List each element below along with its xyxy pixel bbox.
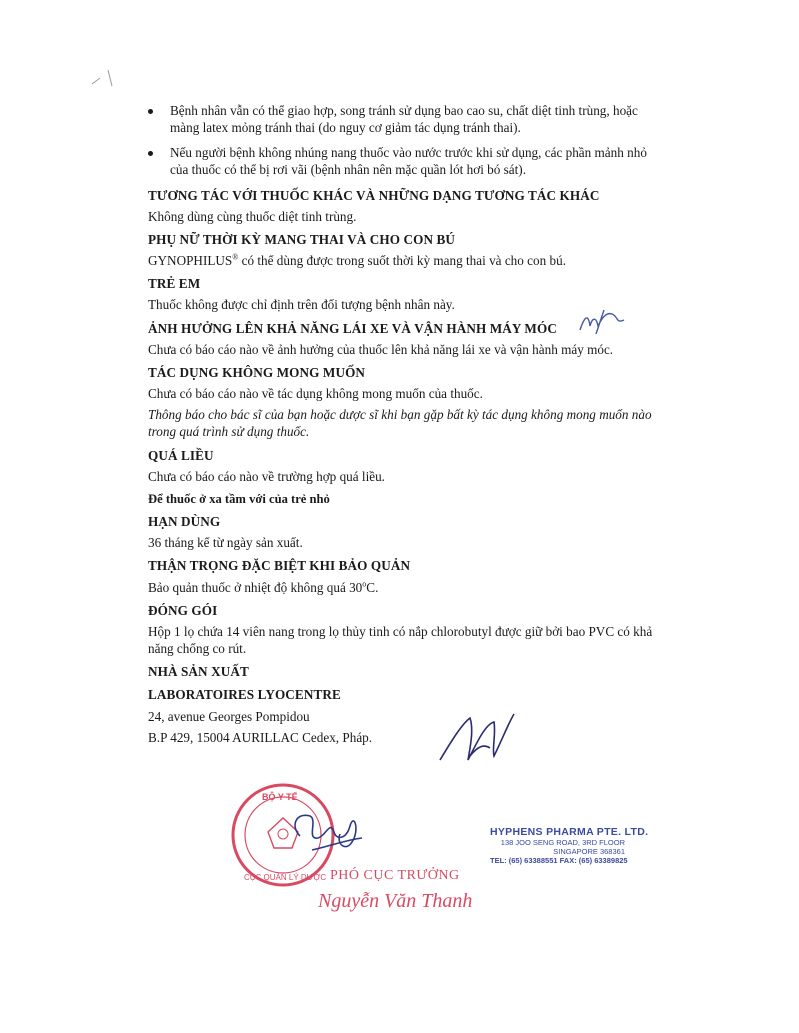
manufacturer-address-line2: B.P 429, 15004 AURILLAC Cedex, Pháp. — [148, 729, 373, 745]
section-text-overdose: Chưa có báo cáo nào về trường hợp quá liều. — [148, 468, 385, 484]
official-stamp-title: PHÓ CỤC TRƯỞNG — [330, 868, 460, 883]
section-heading-packaging: ĐÓNG GÓI — [148, 602, 218, 618]
section-heading-expiry: HẠN DÙNG — [148, 514, 221, 530]
section-heading-side-effects: TÁC DỤNG KHÔNG MONG MUỐN — [148, 364, 366, 380]
company-name: HYPHENS PHARMA PTE. LTD. — [490, 826, 649, 838]
company-stamp — [490, 826, 648, 865]
section-heading-storage: THẬN TRỌNG ĐẶC BIỆT KHI BẢO QUẢN — [148, 558, 411, 574]
degree-mark: o — [362, 579, 367, 589]
initial-signature-icon — [580, 310, 624, 334]
pregnancy-text: có thể dùng được trong suốt thời kỳ mang thai và cho con bú. — [238, 253, 566, 269]
section-heading-overdose: QUÁ LIỀU — [148, 447, 214, 463]
company-phone: TEL: (65) 63388551 FAX: (65) 63389825 — [490, 856, 628, 865]
official-seal-icon — [233, 785, 333, 885]
section-text-side-effects: Chưa có báo cáo nào về tác dụng không mong muốn của thuốc. — [148, 386, 483, 402]
section-heading-pregnancy: PHỤ NỮ THỜI KỲ MANG THAI VÀ CHO CON BÚ — [148, 231, 456, 247]
manufacturer-name: LABORATOIRES LYOCENTRE — [148, 687, 341, 703]
company-address-line1: 138 JOO SENG ROAD, 3RD FLOOR — [500, 838, 625, 847]
storage-unit: C. — [366, 579, 379, 595]
bullet-text: Bệnh nhân vẫn có thể giao hợp, song tránh sử dụng bao cao su, chất diệt tinh trùng, hoặc màng latex mỏng tránh thai (do nguy cơ giảm tác dụng tránh thai). — [170, 103, 638, 136]
section-heading-interactions: TƯƠNG TÁC VỚI THUỐC KHÁC VÀ NHỮNG DẠNG TƯƠNG TÁC KHÁC — [148, 187, 600, 203]
seal-text-bottom: CỤC QUẢN LÝ DƯỢC — [244, 873, 327, 882]
section-note-side-effects: Thông báo cho bác sĩ của bạn hoặc dược sĩ khi bạn gặp bất kỳ tác dụng không mong muốn nào trong quá trình sử dụng thuốc. — [148, 407, 652, 440]
section-text-interactions: Không dùng cùng thuốc diệt tinh trùng. — [148, 208, 357, 224]
section-heading-children: TRẺ EM — [148, 276, 201, 292]
official-stamp-name: Nguyễn Văn Thanh — [318, 890, 473, 912]
brand-name: GYNOPHILUS — [148, 253, 233, 269]
section-text-expiry: 36 tháng kể từ ngày sản xuất. — [148, 535, 303, 551]
storage-text: Bảo quản thuốc ở nhiệt độ không quá 30 — [148, 579, 363, 595]
section-text-driving: Chưa có báo cáo nào về ảnh hưởng của thuốc lên khả năng lái xe và vận hành máy móc. — [148, 341, 614, 357]
manufacturer-signature-icon — [440, 714, 514, 760]
section-text-children: Thuốc không được chỉ định trên đối tượng bệnh nhân này. — [148, 297, 455, 313]
registered-mark: ® — [232, 252, 239, 262]
children-warning: Để thuốc ở xa tầm với của trẻ nhỏ — [148, 491, 330, 506]
seal-text-top: BỘ Y TẾ — [262, 792, 298, 802]
corner-mark-icon — [92, 70, 112, 86]
section-heading-manufacturer: NHÀ SẢN XUẤT — [148, 664, 249, 680]
official-signature-icon — [295, 815, 362, 850]
bullet-text: Nếu người bệnh không nhúng nang thuốc vào nước trước khi sử dụng, các phần mảnh nhỏ của thuốc có thể bị rơi vãi (bệnh nhân nên mặc quần lót hơi bó sát). — [170, 145, 647, 178]
section-heading-driving: ẢNH HƯỞNG LÊN KHẢ NĂNG LÁI XE VÀ VẬN HÀNH MÁY MÓC — [148, 320, 557, 336]
section-text-packaging: Hộp 1 lọ chứa 14 viên nang trong lọ thủy tinh có nắp chlorobutyl được giữ bởi bao PVC có khả năng chống co rút. — [148, 623, 653, 657]
manufacturer-address-line1: 24, avenue Georges Pompidou — [148, 708, 310, 724]
company-address-line2: SINGAPORE 368361 — [553, 847, 625, 856]
